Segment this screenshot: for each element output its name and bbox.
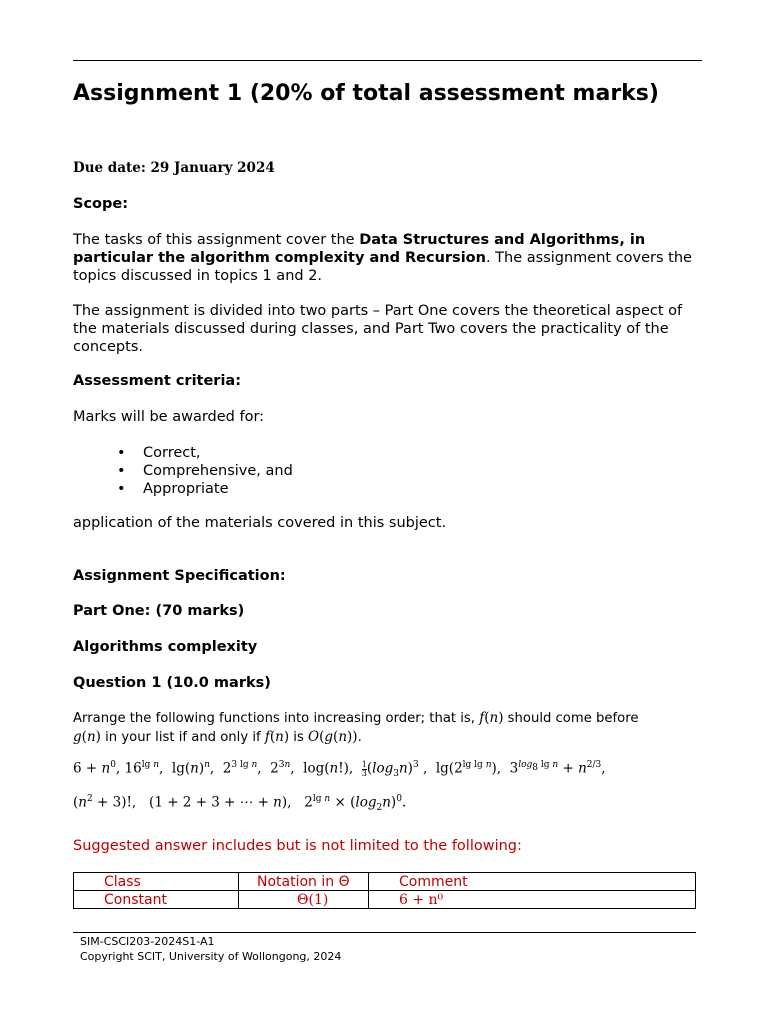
footer-copyright: Copyright SCIT, University of Wollongong, 2024 bbox=[80, 950, 342, 963]
algo-heading: Algorithms complexity bbox=[73, 639, 258, 655]
math-f-n: f bbox=[479, 710, 485, 726]
functions-line-1: $6 + n^0$, $16^{lg n}$, $\lg(n)^n$, $2^{3 lg n}$, $2^{3n}$, log(n!), $\frac{1}{3}$ $(\log_3n)^3$ , $\lg(2^{lg lg n})$, $3^{log_8 lg n} + n^{2/3}$, bbox=[73, 759, 606, 780]
functions-line-2: $(n^2 + 3)$!, (1 + 2 + 3 + ⋯ + n), $2^{lg n} \times (\log_2n)^0$. bbox=[73, 794, 407, 814]
list-item: • Appropriate bbox=[117, 480, 293, 498]
q1-text-e: . bbox=[357, 730, 362, 745]
cell-class: Constant bbox=[74, 891, 239, 909]
header-notation: Notation in Θ bbox=[239, 873, 369, 891]
part-one-heading: Part One: (70 marks) bbox=[73, 603, 245, 619]
q1-text-d: is bbox=[289, 730, 309, 745]
spec-heading: Assignment Specification: bbox=[73, 568, 286, 584]
scope-paragraph-2: The assignment is divided into two parts – Part One covers the theoretical aspect of the materials discussed during classes, and Part Two covers the practicality of the concepts. bbox=[73, 303, 683, 355]
scope-text-bold: Data Structures and Algorithms, in particular the algorithm complexity and Recursion bbox=[73, 232, 646, 266]
marks-intro: Marks will be awarded for: bbox=[73, 409, 265, 425]
scope-text-a: The tasks of this assignment cover the bbox=[73, 232, 360, 248]
question-1-heading: Question 1 (10.0 marks) bbox=[73, 675, 271, 691]
scope-heading: Scope: bbox=[73, 196, 129, 212]
header-class: Class bbox=[74, 873, 239, 891]
list-item: • Correct, bbox=[117, 444, 293, 462]
scope-paragraph-1 bbox=[73, 231, 697, 285]
list-item: • Comprehensive, and bbox=[117, 462, 293, 480]
criteria-heading: Assessment criteria: bbox=[73, 373, 242, 389]
cell-notation: Θ(1) bbox=[239, 891, 369, 909]
table-header-row bbox=[74, 873, 696, 891]
cell-comment: 6 + n⁰ bbox=[369, 891, 696, 909]
due-date: Due date: 29 January 2024 bbox=[73, 160, 275, 176]
math-g-n: g bbox=[73, 729, 82, 745]
page-title: Assignment 1 (20% of total assessment marks) bbox=[73, 81, 659, 106]
footer-rule bbox=[73, 932, 696, 933]
footer bbox=[80, 934, 341, 964]
answer-table bbox=[73, 872, 696, 909]
math-big-o: O bbox=[308, 729, 320, 745]
q1-text-a: Arrange the following functions into increasing order; that is, bbox=[73, 711, 480, 726]
table-row bbox=[74, 891, 696, 909]
header-rule bbox=[73, 60, 702, 61]
criteria-list bbox=[117, 444, 293, 498]
footer-code: SIM-CSCI203-2024S1-A1 bbox=[80, 935, 215, 948]
scope-text-c: . The assignment covers the topics discussed in topics 1 and 2. bbox=[73, 250, 692, 284]
q1-text-c: in your list if and only if bbox=[100, 730, 265, 745]
question-1-text: Arrange the following functions into increasing order; that is, f(n) should come before g(n) in your list if and only if f(n) is O(g(n)). bbox=[73, 710, 639, 745]
header-comment: Comment bbox=[369, 873, 696, 891]
application-text: application of the materials covered in this subject. bbox=[73, 515, 447, 531]
q1-text-b: should come before bbox=[503, 711, 639, 726]
suggested-answer-note: Suggested answer includes but is not limited to the following: bbox=[73, 838, 522, 854]
